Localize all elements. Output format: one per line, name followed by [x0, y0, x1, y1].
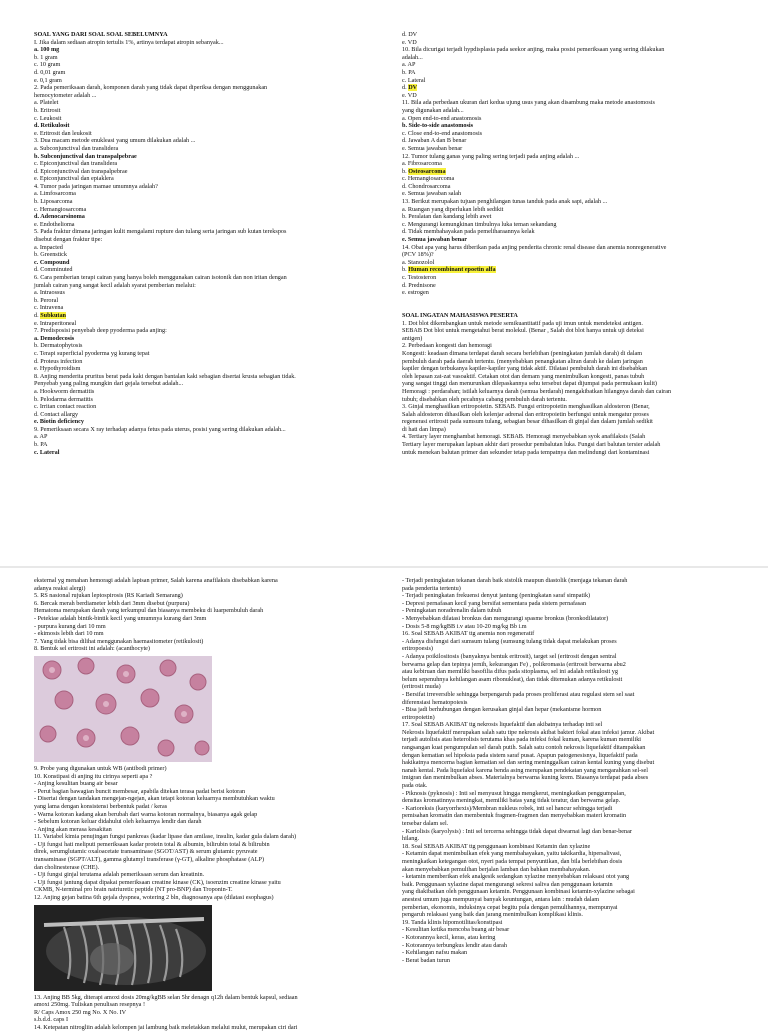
text-line: - purpura kurang dari 10 mm [34, 622, 106, 630]
text-line: densitas kromatinnya meningkat, memiliki batas yang tidak teratur, dan berwarna gelap. [402, 797, 621, 805]
text-line: I. Jika dalam sediaan atropin tertulis 1%, artinya terdapat atropin sebanyak... [34, 38, 224, 46]
text-line: 17. Soal SEBAB AKIBAT ttg nekrosis liquefaktif dan akibatnya terhadap inti sel [402, 721, 603, 729]
text-line: c. Intravena [34, 304, 64, 312]
text-line: eritropoietin) [402, 713, 435, 721]
text-line: SOAL INGATAN MAHASISWA PESERTA [402, 311, 518, 319]
text-line: 11. Bila ada perbedaan ukuran dari kedua ujung usus yang akan disambung maka metode anastomosis [402, 99, 655, 107]
text-line: c. Leukosit [34, 114, 62, 122]
text-line: d. DV [402, 84, 418, 92]
text-line: 19. Tanda klinis hipomotilitas/konstipasi [402, 918, 503, 926]
text-line: (PCV 18%)? [402, 251, 434, 259]
text-line: eksternal yg menahan hemoragi adalah lapisan primer, Salah karena anafilaksis disebabkan karena [34, 577, 278, 584]
text-line: a. Ruangan yang diperlukan lebih sedikit [402, 205, 504, 213]
text-line: pada otak. [402, 782, 428, 790]
text-line: e. Semua jawaban benar [402, 144, 463, 152]
text-line: 3. Ginjal menghasilkan eritropoietin. SEBAB. Fungsi eritropoietin menghasilkan aldosteron (Benar, [402, 403, 650, 411]
text-line: dengan kematian sel hipoksia pada sistem saraf pusat. Apapun patogenesisnya, liquefaktif pada [402, 751, 638, 759]
text-line: 6. Cara pemberian terapi cairan yang hanya boleh menggunakan cairan isotonik dan non iritan dengan [34, 274, 287, 281]
text-line: 2. Pada pemeriksaan darah, komponen darah yang tidak dapat diperiksa dengan menggunakan [34, 84, 268, 92]
text-line: 5. Pada fraktur dimana jaringan kulit mengalami rupture dan tulang serta jaringan sub kutan terekspos [34, 228, 287, 236]
text-line: a. Limfosarcoma [34, 190, 76, 198]
text-line: d. Tidak membahayakan pada pemeliharaannya kelak [402, 228, 535, 236]
xray-radiograph [34, 905, 212, 991]
text-line: b. Subconjunctival dan transpalpebrae [34, 152, 137, 160]
text-line: c. 10 gram [34, 61, 61, 69]
text-line: d. Adenocarsinoma [34, 213, 85, 221]
text-line: yang lama dengan konsistensi berbentuk padat / keras [34, 802, 168, 810]
text-line: jumlah cairan yang sangat kecil adalah syarat pemberian melalui: [34, 281, 196, 289]
text-line: d. Proteus infection [34, 357, 83, 365]
text-line: e. VD [402, 38, 417, 46]
text-line: e. Eritrosit dan leukosit [34, 129, 92, 137]
text-line: Kongesti: keadaan dimana terdapat darah secara berlebihan (peningkatan jumlah darah) di dalam [402, 349, 643, 357]
text-line: c. Hemangiosarcoma [402, 175, 455, 183]
text-line: c. Irritan contact reaction [34, 403, 97, 411]
text-line: 1. Dot blot dikembangkan untuk metode semikuantitatif pada uji imun untuk mendeteksi antigen. [402, 319, 643, 327]
page1-left-column [34, 31, 382, 456]
text-line: CKMB, N-terminal pro brain natriuretic peptide (NT pro-BNP) dan Troponin-T. [34, 886, 233, 894]
text-line: 4. Tertiary layer menghambat hemoragi. SEBAB. Hemoragi menyebabkan syok anafilaksis (Salah [402, 433, 646, 441]
text-line: - Karioreksis (karyorrhexis)/Membran nukleus robek, inti sel hancur sehingga terjadi [402, 804, 613, 812]
text-line: - Anjing akan merasa kesakitan [34, 825, 112, 833]
text-line: e. Semua jawaban benar [402, 236, 467, 244]
text-line: 6. Bercak merah berdiameter lebih dari 3mm disebut (purpura) [34, 599, 190, 607]
text-line: a. Subconjunctival dan translidera [34, 144, 119, 152]
text-line: di hati dan limpa) [402, 425, 446, 433]
text-line: - Adanya disfungsi dari sumsum tulang (sumsung tulang tidak dapat melakukan proses [402, 637, 617, 645]
text-line: d. Chondrosarcoma [402, 182, 451, 190]
text-line: diferensiasi hematopoiesis [402, 698, 468, 706]
text-line: - Sebelum kotoran keluar didahului oleh keluarnya lendir dan darah [34, 818, 202, 826]
text-line: e. VD [402, 91, 417, 99]
text-line: (eritrosit muda) [402, 683, 441, 691]
text-line: b. 1 gram [34, 53, 58, 61]
text-line: oleh lepasan zat-zat vasoaktif. Cetakan otot dan demam yang menimbulkan kongesti, panas tubuh [402, 372, 645, 380]
text-line: a. Platelet [34, 99, 59, 107]
text-line: b. Pelodarma dermatitis [34, 395, 93, 403]
text-line: nanah kental. Pada liquefaksi karena benda asing merupakan pendekatan yang mengarahkan sel-sel [402, 766, 649, 774]
text-line: - Terjadi peningkatan frekuensi denyut jantung (peningkatan saraf simpatik) [402, 592, 591, 600]
text-line: b. Osteosarcoma [402, 167, 446, 175]
text-line: pada penderita tertentu) [402, 584, 461, 592]
highlighted-answer: DV [408, 84, 418, 92]
text-line: b. Dermatophytosis [34, 342, 83, 350]
text-line: - Terjadi peningkatan tekanan darah baik sistolik maupun diastolik (menjaga tekanan darah [402, 577, 628, 584]
text-line: e. Hypothyroidism [34, 365, 81, 373]
text-line: - Adanya poikilositosis (banyaknya bentuk eritrosit), target sel (eritrosit dengan sentral [402, 652, 617, 660]
text-line: tubuh; disebabkan oleh pecahnya cabang pembuluh darah tertentu. [402, 395, 567, 403]
text-line: regenerasi eritrosit pada sumsum tulang, sebagian besar dihasilkan di ginjal dan dalam jumlah sedikit [402, 418, 653, 426]
text-line: transaminase (SGPT/ALT), gamma glutamyl transferase (γ-GT), alkaline phosphatase (ALP) [34, 856, 265, 864]
text-line: c. Mengurangi kemungkinan timbulnya luka teman sekandang [402, 220, 557, 228]
text-line: atau kebiruan dan memiliki basofilia difus pada sitoplasma, sel ini adalah retikulosit yg [402, 668, 618, 676]
text-line: 18. Soal SEBAB AKIBAT ttg penggunaan kombinasi Ketamin dan xylazine [402, 842, 591, 850]
text-line: - Bisa jadi berhubungan dengan kerusakan ginjal dan hepar (mekanisme hormon [402, 706, 602, 714]
text-line: e. Epiconjunctival dan epiaklera [34, 175, 114, 183]
text-line: pengaruh relaksasi yang baik dan jarang menimbulkan komplikasi klinis. [402, 911, 583, 919]
text-line: yang digunakan adalah... [402, 106, 464, 114]
text-line: 9. Pemeriksaan secara X ray terhadap adanya fetus pada uterus, posisi yang sering dilakukan adalah... [34, 425, 286, 433]
text-line: d. Subkutan [34, 311, 66, 319]
text-line: belum sepenuhnya kehilangan asam ribonukleat), dan tidak ditemukan adanya retikulosit [402, 675, 623, 683]
text-line: b. PA [402, 68, 416, 76]
text-line: hilang. [402, 835, 420, 843]
text-line: R/ Caps Amox 250 mg No. X No. IV [34, 1008, 127, 1016]
text-line: 2. Perbedaan kongesti dan hemoragi [402, 342, 492, 350]
text-line: kapiler dengan terbukanya kapiler-kapiler yang tidak aktif. Dilatasi pembuluh darah ini disebabkan [402, 365, 648, 373]
text-line: - Disertai dengan tandakan mengejan-ngejan, akan tetapi kotoran keluarnya membutuhkan waktu [34, 795, 275, 803]
text-line: hemocytometer adalah ... [34, 91, 97, 99]
text-line: d. Prednisone [402, 281, 436, 289]
text-line: a. Intraossus [34, 289, 65, 297]
text-line: - Ketamin dapat menimbulkan efek yang membahayakan, yaitu takikardia, hipersalivasi, [402, 850, 622, 858]
text-line: imigran dan menimbulkan abses. Materialnya berwarna kuning krem. Biasanya terdapat pada abses [402, 774, 649, 782]
page2-left-text-middle [34, 765, 384, 902]
text-line: a. AP [402, 61, 416, 69]
page1-right-column [402, 31, 747, 456]
text-line: b. Greenstick [34, 251, 67, 259]
text-line: adalah... [402, 53, 423, 61]
text-line: Nekrosis liquefaktif merupakan salah satu tipe nekrosis akibat bakteri fokal atau infeksi jamur. Akibat [402, 728, 655, 736]
text-line: disebut dengan fraktur tipe: [34, 236, 103, 244]
text-line: a. Stanozolol [402, 258, 435, 266]
highlighted-answer: Human recombinant epoetin alfa [408, 266, 496, 274]
text-line: - Dosis 5-8 mg/kgBB i.v atau 10-20 mg/kg Bb i.m [402, 622, 527, 630]
text-line: e. Endothelioma [34, 220, 75, 228]
text-line: c. Terapi superficial pyoderma yg kurang tepat [34, 349, 150, 357]
text-line: 12. Anjing gejan batina 6th gejala dyspnea, wotering 2 bln, diagnosanya apa (dilatasi esophagus) [34, 894, 274, 902]
text-line: - Petekiae adalah bintik-bintik kecil yang umumnya kurang dari 3mm [34, 614, 207, 622]
text-line: - Kesulitan ketika mencoba buang air besar [402, 926, 510, 934]
text-line: akan menyebabkan pemulihan berjalan lamban dan bahkan membahayakan. [402, 865, 591, 873]
text-line: b. Eritrosit [34, 106, 61, 114]
text-line: 14. Ketepatan nitrogliin adalah kelompen jai lambung baik meletakkan melalui mulut, merupakan ciri dari [34, 1024, 298, 1031]
text-line: anestesi umum juga mempunyai banyak keuntungan, antara lain : mudah dalam [402, 895, 600, 903]
text-line: adanya reaksi alergi) [34, 584, 86, 592]
text-line: - Anjing kesulitan buang air besar [34, 780, 118, 788]
thoracic-xray-image [34, 905, 384, 991]
text-line: meningkatkan ketegangan otot, nyeri pada tempat penyuntikan, dan bila berlebihan dosis [402, 857, 623, 865]
text-line: pemisahan kromatin dan membentuk fragmen-fragmen dan menyebabkan materi kromatin [402, 812, 627, 820]
text-line: SOAL YANG DARI SOAL SOAL SEBELUMNYA [34, 31, 168, 38]
text-line: - ekimosis lebih dari 10 mm [34, 630, 104, 638]
text-line: d. Jawaban A dan B benar [402, 137, 467, 145]
text-line: 8. Anjing menderita pruritus berat pada kaki dengan bantalan kaki sebagian disertai krusta sebagian tidak. [34, 372, 296, 380]
text-line: 12. Tumor tulang ganas yang paling sering terjadi pada anjing adalah ... [402, 152, 580, 160]
text-line: b. Liposarcoma [34, 198, 73, 206]
text-line: a. Fibrosarcoma [402, 160, 442, 168]
page2-left-text-top [34, 577, 384, 653]
blood-smear-micrograph [34, 656, 384, 762]
text-line: - Kotorannya terbungkus lendir atau darah [402, 941, 507, 949]
text-line: dan cholinesterase (CHE). [34, 863, 100, 871]
text-line: 4. Tumor pada jaringan mamae umumnya adalah? [34, 182, 158, 190]
text-line [402, 304, 747, 312]
text-line: 5. RS nasional rujukan leptospirosis (RS Kariadi Semarang) [34, 592, 183, 600]
text-line: d. 0,01 gram [34, 68, 66, 76]
text-line: 7. Yang tidak bisa dilihat menggunakan haemasitometer (retikulosit) [34, 637, 204, 645]
text-line: terjadi autolisis atau heterolisis terutama khas pada infeksi fokal kuman, karena kuman memiliki [402, 736, 642, 744]
text-line: rangsangan kuat pengumpulan sel darah putih. Salah satu contoh nekrosis liquefaktif ditampakkan [402, 744, 646, 752]
text-line: s.b.d.d. caps I [34, 1016, 69, 1024]
text-line: d. DV [402, 31, 418, 38]
text-line: e. estrogen [402, 289, 429, 297]
text-line: b. PA [34, 441, 48, 449]
text-line: d. Epiconjunctival dan transpalpebrae [34, 167, 128, 175]
text-line: tersebar dalam sel. [402, 820, 449, 827]
text-line: - Uji fungsi ginjal terutama adalah pemeriksaan serum dan kreatinin. [34, 871, 205, 879]
text-line [402, 297, 747, 305]
text-line: Hematoma merupakan darah yang terkumpul dan biasanya membeku di luarpembuluh darah [34, 607, 264, 615]
text-line: a. AP [34, 433, 48, 441]
text-line: 14. Obat apa yang harus diberikan pada anjing penderita chronic renal disease dan anemia nonregenerative [402, 243, 667, 251]
text-line: 13. Anjing BB 5kg, diterapi amoxi dosis 20mg/kgBB selan 5hr denagn q12h dalam bentuk kapsul, sediaan [34, 993, 298, 1001]
text-line: Hemoragi : perdarahan; istilah keluarnya darah (semua berdarah) mengakibatkan hilangnya darah dan cairan [402, 387, 672, 395]
text-line: b. Peroral [34, 296, 59, 304]
text-line: yang diakibatkan oleh penggunaan ketamin. Penggunaan kombinasi ketamin-xylazine sebagai [402, 888, 635, 896]
text-line: c. Lateral [402, 76, 426, 84]
text-line: - Depresi pernafasan kecil yang bersifat sementara pada sistem pernafasan [402, 599, 586, 607]
text-line: c. Hemangiosarcoma [34, 205, 87, 213]
text-line: b. Human recombinant epoetin alfa [402, 266, 496, 274]
text-line: 8. Bentuk sel eritrosit ini adalah: (acanthocyte) [34, 645, 150, 653]
text-line: berwarna gelap dan tepinya jernih, kekurangan Fe) , polikromasia (eritrosit berwarna abu2 [402, 660, 626, 668]
text-line: 16. Soal SEBAB AKIBAT ttg anemia non regeneratif [402, 630, 535, 638]
text-line: antigen) [402, 334, 423, 342]
text-line: hakikatnya mencerna bagian kematian sel dan sering meninggalkan cairan kental kuning yang disebut [402, 759, 655, 767]
text-line: a. Hookworm dermatitis [34, 387, 95, 395]
text-line: d. Retikulosit [34, 122, 70, 130]
text-line: c. Close end-to-end anastomosis [402, 129, 483, 137]
highlighted-answer: Subkutan [40, 311, 66, 319]
text-line: 13. Berikut merupakan tujuan penghilangan tunas tanduk pada anak sapi, adalah ... [402, 198, 608, 206]
text-line: pemberian, ekonomis, induksinya cepat begitu pula dengan pemulihannya, mempunyai [402, 903, 618, 911]
text-line: - Kehilangan nafsu makan [402, 949, 468, 957]
text-line: a. Open end-to-end anastomosis [402, 114, 482, 122]
text-line: Penyebab yang paling mungkin dari gejala tersebut adalah... [34, 380, 184, 388]
text-line: - Bersifat irreversible sehingga berpengaruh pada proses proliferasi atau regulasi stem sel saat [402, 690, 635, 698]
text-line: 11. Variabel kimia penujingan fungsi pankreas (kadar lipase dan amilase, insulin, kadar gula dalam darah) [34, 833, 297, 841]
page2-right-column [402, 577, 747, 964]
text-line: 10. Konstipasi di anjing itu cirinya seperti apa ? [34, 772, 153, 780]
text-line: e. Semua jawaban salah [402, 190, 462, 198]
text-line: c. Compound [34, 258, 70, 266]
text-line: amoxi 250mg. Tuliskan penulisan resepnya ! [34, 1001, 146, 1009]
text-line: a. 100 mg [34, 46, 60, 54]
text-line: c. Testosteron [402, 274, 437, 281]
text-line: b. Peralatan dan kandang lebih awet [402, 213, 492, 221]
blood-smear-image [34, 656, 212, 762]
text-line: c. Epiconjunctival dan translidera [34, 160, 118, 168]
text-line: a. Demodecosis [34, 334, 75, 342]
text-line: - Berat badan turun [402, 956, 450, 964]
text-line: e. Biotin deficiency [34, 418, 85, 426]
text-line: - Peningkatan noradrenalin dalam tubuh [402, 607, 502, 615]
text-line: e. 0,1 gram [34, 76, 62, 84]
text-line: untuk menekan balutan primer dan sekunder tetap pada tempatnya dan melindungi dari kontaminasi [402, 448, 650, 456]
text-line: - Kariolisis (karyolysis) : Inti sel tercerna sehingga tidak dapat diwarnai lagi dan benar-benar [402, 827, 632, 835]
text-line: - ketamin memberikan efek analgesik sedangkan xylazine menyebabkan relaksasi otot yang [402, 873, 630, 881]
text-line: - Perut bagian bawagian buncit membesar, apabila ditekan terasa padat berisi kotoran [34, 787, 246, 795]
text-line: Salah aldosteron dihasilkan oleh kelenjar adrenal dan eritropoietin berfungsi untuk mengatur proses [402, 410, 649, 418]
text-line: a. Impacted [34, 243, 63, 251]
text-line: - Warna kotoran kadang akan berubah dari warna kotoran normalnya, biasanya agak gelap [34, 810, 258, 818]
page2-left-text-bottom [34, 994, 384, 1032]
page2-left-column [34, 577, 384, 1032]
text-line: d. Comminuted [34, 266, 73, 274]
text-line: 3. Dua macam metode enukleasi yang umum dilakukan adalah ... [34, 137, 196, 145]
text-line: SEBAB Dot blot untuk mengetahui berat molekul. (Benar , Salah dot blot hanya untuk uji deteksi [402, 327, 644, 335]
text-line: 10. Bila dicurigai terjadi hypdisplasia pada seekor anjing, maka posisi pemeriksaan yang sering dilakukan [402, 46, 665, 54]
text-line: c. Lateral [34, 448, 60, 456]
text-line: yang sangat tinggi dan menurunkan dilepaskannya sehu tersebut dapat dijumpai pada permukaan kulit) [402, 380, 657, 388]
text-line: 7. Predisposisi penyebab deep pyoderma pada anjing: [34, 327, 167, 335]
text-line: eritropoesis) [402, 645, 433, 653]
text-line: d. Contact allargy [34, 410, 79, 418]
text-line: e. Intraperitoneal [34, 319, 77, 327]
text-line: - Piknosis (pyknosis) : Inti sel menyusut hingga mengkerut, meningkatkan penggumpalan, [402, 789, 626, 797]
text-line: - Kotorannya kecil, keras, atau kering [402, 933, 496, 941]
text-line: - Menyebabkan dilatasi bronkus dan mengurangi spasme bronkus (bronkodilatator) [402, 614, 609, 622]
text-line: pembuluh darah pada daerah tertentu. (menyebabkan penangkatan aliran darah ke dalam jaringan [402, 357, 643, 365]
text-line: b. Side-to-side anastomosis [402, 122, 473, 130]
text-line: - Uji fungsi jantung dapat dipakai pemeriksaan creatine kinase (CK), isoenzim creatine kinase yaitu [34, 878, 281, 886]
text-line: 9. Probe yang digunakan untuk WB (antibodi primer) [34, 764, 167, 772]
document-page-2 [0, 568, 768, 1031]
text-line: - Uji fungsi hati meliputi pemeriksaan kadar protein total & albumin, bilirubin total & bilirubin [34, 840, 270, 848]
text-line: baik. Penggunaan xylazine dapat mengurangi sekresi saliva dan penggunaan ketamin [402, 880, 613, 888]
highlighted-answer: Osteosarcoma [408, 167, 446, 175]
text-line: direk, serumglutamic oxaloacetate transaminase (SGOT/AST) & serum glutamic pyruvate [34, 848, 258, 856]
text-line: Tertiary layer merupakan lapisan akhir dari prosedur pembalutan luka. Fungsi dari balutan tersier adalah [402, 441, 661, 449]
